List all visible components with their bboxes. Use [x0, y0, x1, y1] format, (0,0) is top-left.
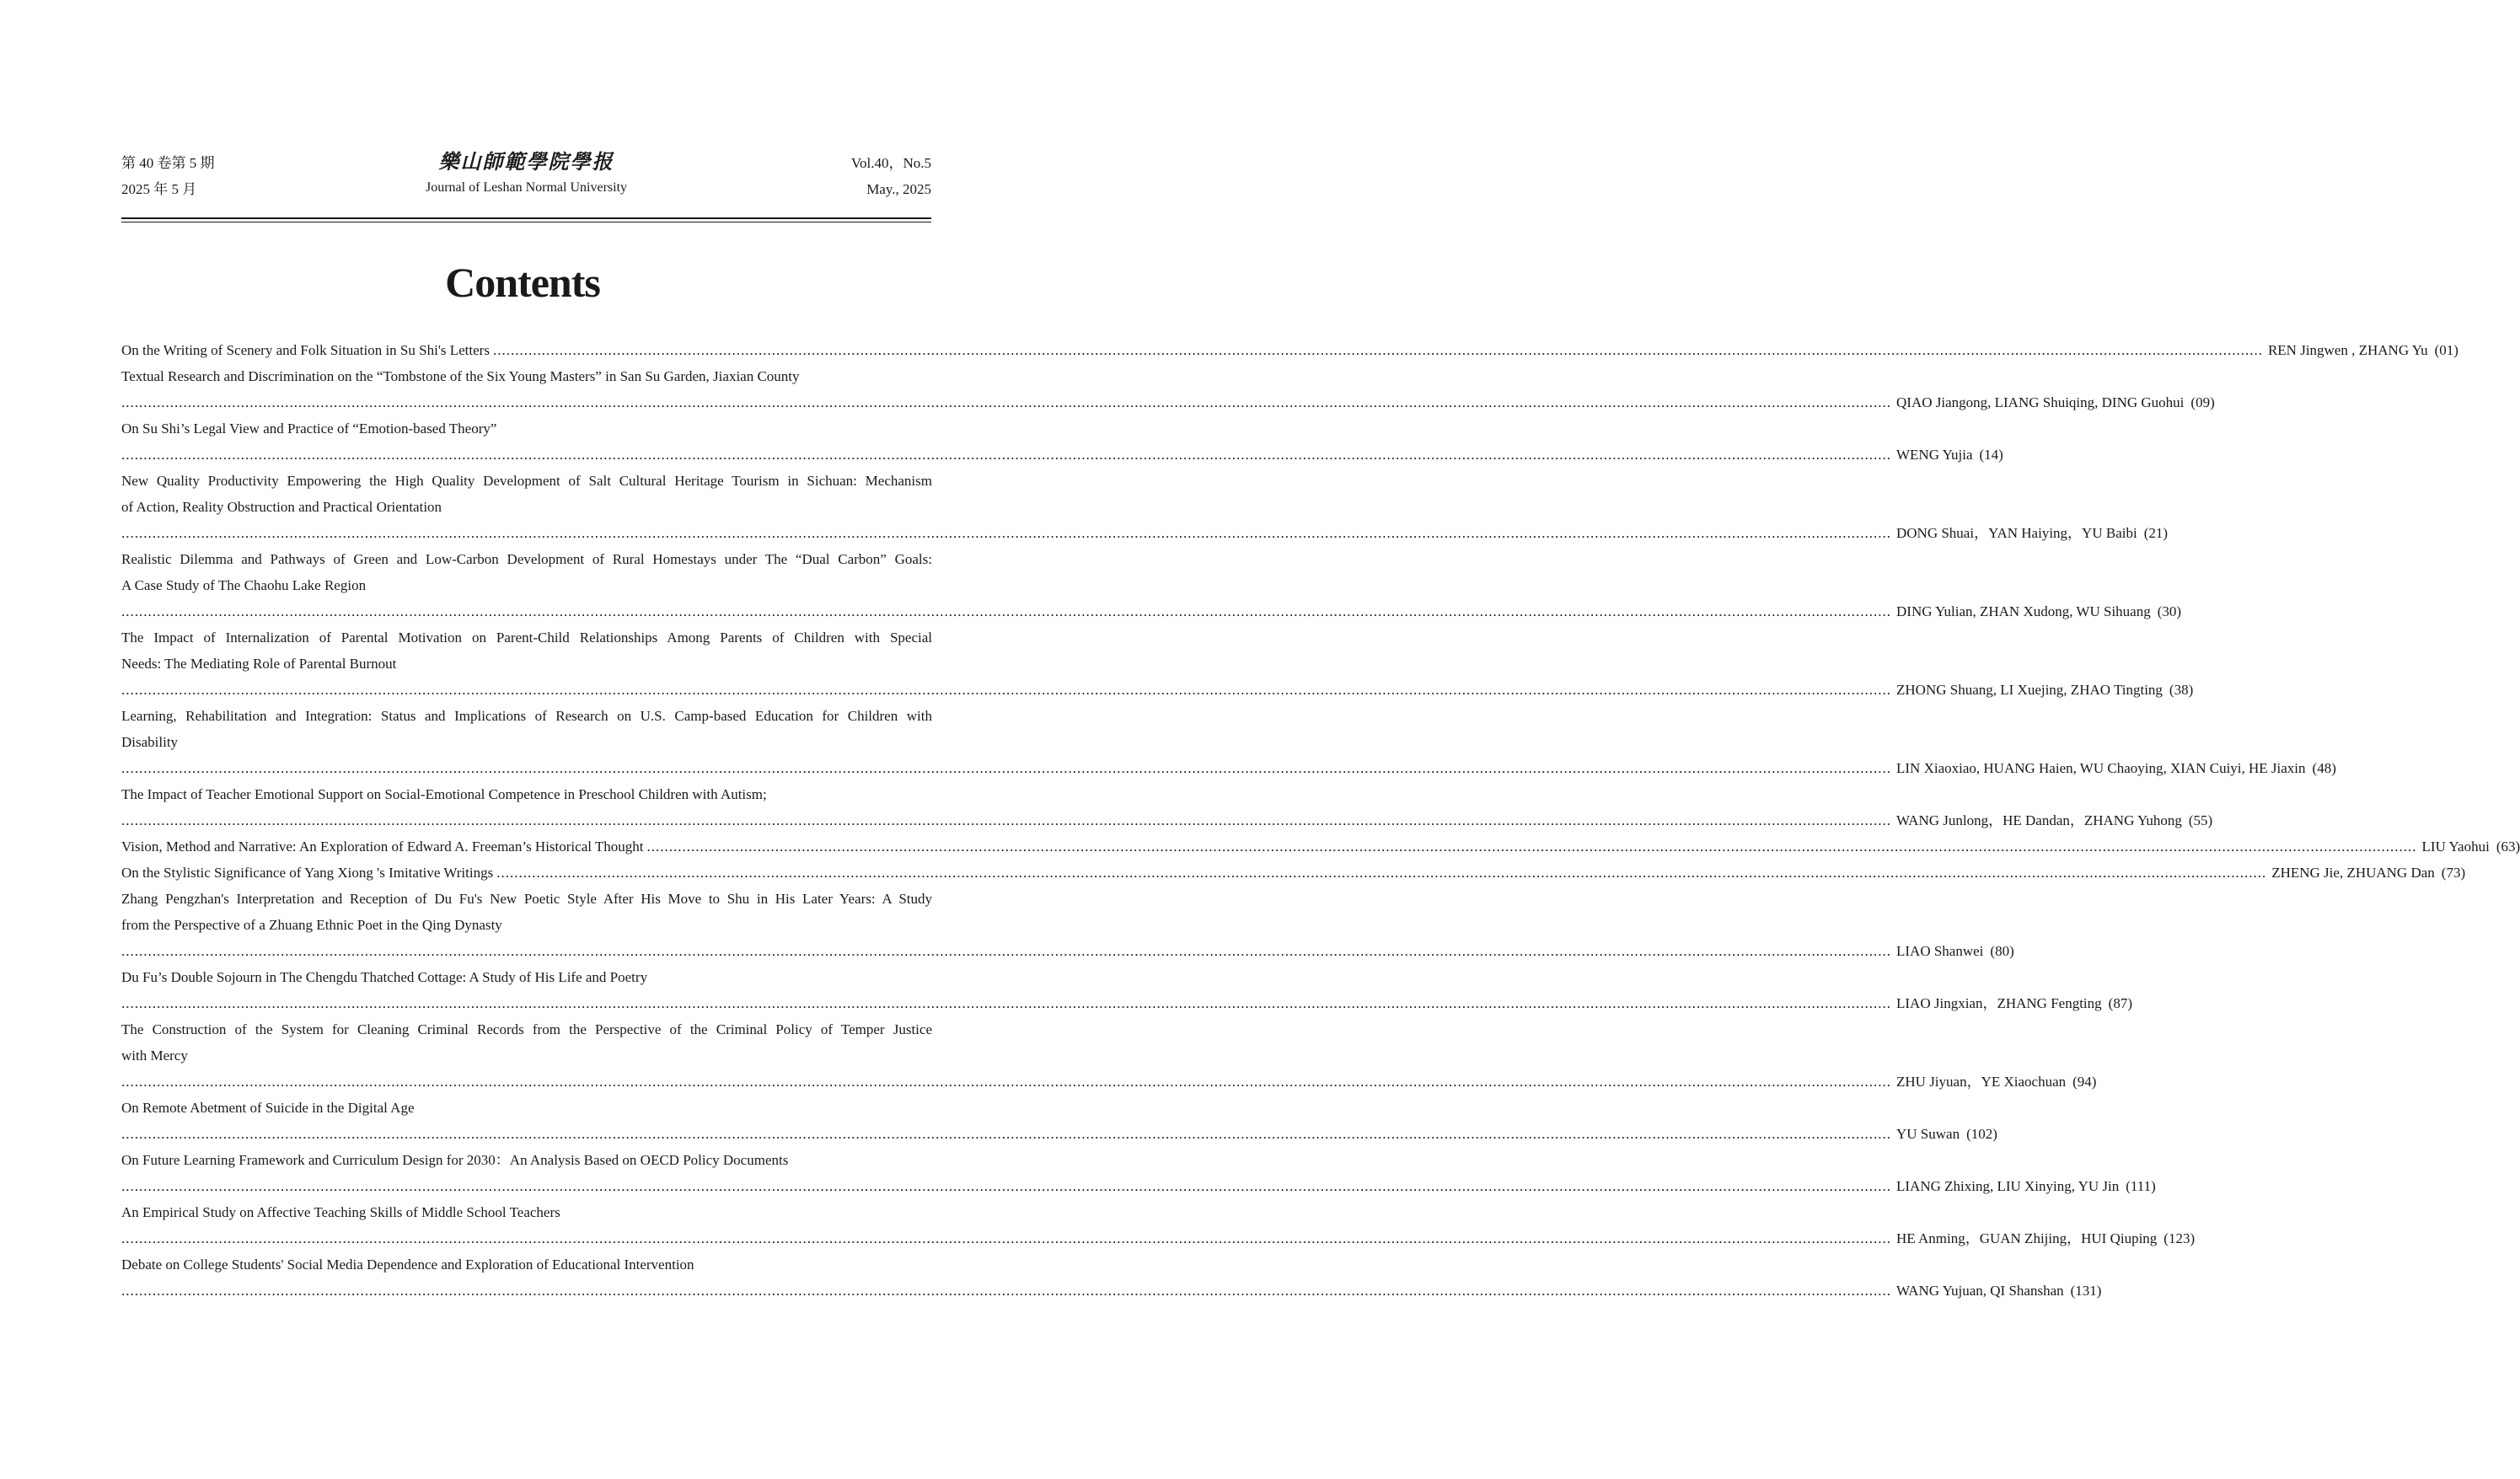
entry-title-line: Textual Research and Discrimination on the “Tombstone of the Six Young Masters” in San Su Garden, Jiaxian County — [121, 368, 800, 384]
entry-title-line: The Impact of Internalization of Parental Motivation on Parent-Child Relationships Among Parents of Children with Special — [121, 630, 932, 646]
entry-page: (14) — [1979, 447, 2003, 463]
leader-dots: ................................................................................................................................................................................................................................................................................................................................................................................................................ — [121, 812, 1891, 828]
date-line: 2025 年 5 月 — [121, 181, 197, 197]
toc-entry — [121, 1016, 2097, 1095]
toc-entry — [121, 833, 2520, 860]
page-header — [121, 150, 931, 201]
leader-dots: ................................................................................................................................................................................................................................................................................................................................................................................................................ — [121, 682, 1891, 698]
toc-entry-row — [121, 990, 2132, 1016]
entry-authors: ZHU Jiyuan，YE Xiaochuan — [1896, 1074, 2067, 1090]
toc-entry-row — [121, 442, 2003, 468]
entry-title-line: An Empirical Study on Affective Teaching Skills of Middle School Teachers — [121, 1204, 560, 1220]
entry-page: (102) — [1966, 1126, 1997, 1142]
entry-title-line: On Su Shi’s Legal View and Practice of “Emotion-based Theory” — [121, 421, 497, 437]
entry-page: (80) — [1990, 943, 2014, 959]
leader-dots: ................................................................................................................................................................................................................................................................................................................................................................................................................ — [121, 525, 1891, 541]
leader-dots: ................................................................................................................................................................................................................................................................................................................................................................................................................ — [121, 1230, 1891, 1246]
entry-title-line: The Impact of Teacher Emotional Support on Social-Emotional Competence in Preschool Children with Autism; — [121, 786, 767, 802]
entry-authors: ZHENG Jie, ZHUANG Dan — [2271, 865, 2435, 881]
toc-entry — [121, 1199, 2196, 1251]
entry-authors: WANG Yujuan, QI Shanshan — [1896, 1283, 2064, 1299]
entry-page: (09) — [2190, 394, 2215, 410]
entry-authors: HE Anming，GUAN Zhijing，HUI Qiuping — [1896, 1230, 2158, 1246]
toc-entry — [121, 860, 2466, 886]
entry-authors: LIU Yaohui — [2421, 839, 2490, 855]
entry-title-line: Realistic Dilemma and Pathways of Green and Low-Carbon Development of Rural Homestays under The “Dual Carbon” Goals: — [121, 551, 932, 567]
leader-dots: ................................................................................................................................................................................................................................................................................................................................................................................................................ — [121, 1283, 1891, 1299]
toc-entry-row — [121, 938, 2014, 964]
toc-entry — [121, 886, 2014, 964]
toc-entry-row — [121, 1069, 2097, 1095]
journal-name-en: Journal of Leshan Normal University — [425, 180, 628, 195]
page-title: Contents — [445, 259, 600, 306]
entry-page: (21) — [2143, 525, 2169, 541]
entry-page: (01) — [2434, 342, 2458, 358]
entry-authors: QIAO Jiangong, LIANG Shuiqing, DING Guohui — [1896, 394, 2185, 410]
header-rule-thick — [121, 217, 931, 219]
toc-entry — [121, 703, 2336, 781]
entry-authors: WENG Yujia — [1896, 447, 1973, 463]
volume-issue-line-en: Vol.40，No.5 — [850, 155, 931, 171]
entry-authors: DING Yulian, ZHAN Xudong, WU Sihuang — [1896, 603, 2151, 619]
entry-authors: WANG Junlong，HE Dandan，ZHANG Yuhong — [1896, 812, 2182, 828]
volume-issue-en — [851, 150, 931, 202]
toc-entry — [121, 1251, 2102, 1304]
leader-dots: ................................................................................................................................................................................................................................................................................................................................................................................................................ — [121, 1126, 1891, 1142]
toc-entry-row — [121, 1121, 1997, 1147]
toc-entry — [121, 415, 2003, 468]
toc-entry-row — [121, 860, 2466, 886]
toc-entry — [121, 1095, 1997, 1147]
entry-page: (87) — [2108, 995, 2132, 1011]
entry-title-line: with Mercy — [121, 1048, 188, 1064]
entry-title: Vision, Method and Narrative: An Exploration of Edward A. Freeman’s Historical Thought — [121, 839, 644, 855]
entry-title-line: Du Fu’s Double Sojourn in The Chengdu Thatched Cottage: A Study of His Life and Poetry — [121, 969, 648, 985]
entry-page: (48) — [2312, 760, 2336, 776]
leader-dots: ................................................................................................................................................................................................................................................................................................................................................................................................................ — [121, 760, 1891, 776]
volume-issue-line: 第 40 卷第 5 期 — [121, 155, 215, 171]
entry-page: (131) — [2070, 1283, 2102, 1299]
entry-title: On the Writing of Scenery and Folk Situation in Su Shi's Letters — [121, 342, 490, 358]
leader-dots: ................................................................................................................................................................................................................................................................................................................................................................................................................ — [121, 995, 1891, 1011]
leader-dots: ................................................................................................................................................................................................................................................................................................................................................................................................................ — [121, 1178, 1891, 1194]
entry-page: (30) — [2157, 603, 2182, 619]
entry-title-line: Debate on College Students' Social Media Dependence and Exploration of Educational Intervention — [121, 1257, 694, 1273]
toc-entry — [121, 1147, 2156, 1199]
entry-title-line: Learning, Rehabilitation and Integration: Status and Implications of Research on U.S. Camp-based Education for Children with — [121, 708, 932, 724]
entry-title: On the Stylistic Significance of Yang Xiong 's Imitative Writings — [121, 865, 494, 881]
entry-page: (111) — [2126, 1178, 2156, 1194]
toc-entry — [121, 781, 2213, 833]
entry-title-line: of Action, Reality Obstruction and Practical Orientation — [121, 499, 442, 515]
entry-title-line: Needs: The Mediating Role of Parental Burnout — [121, 656, 397, 672]
entry-authors: LIANG Zhixing, LIU Xinying, YU Jin — [1896, 1178, 2120, 1194]
entry-authors: DONG Shuai，YAN Haiying，YU Baibi — [1896, 525, 2137, 541]
entry-page: (94) — [2072, 1074, 2097, 1090]
leader-dots: ................................................................................................................................................................................................................................................................................................................................................................................................................ — [121, 943, 1891, 959]
toc-entry-row — [121, 1173, 2156, 1199]
entry-page: (63) — [2496, 839, 2520, 855]
entry-title-line: On Future Learning Framework and Curriculum Design for 2030：An Analysis Based on OECD Policy Documents — [121, 1152, 789, 1168]
date-line-en: May., 2025 — [866, 181, 931, 197]
toc-entry — [121, 624, 2194, 703]
entry-authors: LIAO Jingxian，ZHANG Fengting — [1896, 995, 2102, 1011]
leader-dots: ................................................................................................................................................................................................................................................................................................................................................................................................................ — [646, 839, 2417, 855]
toc-entry-row — [121, 1278, 2102, 1304]
entry-title-line: from the Perspective of a Zhuang Ethnic Poet in the Qing Dynasty — [121, 917, 502, 933]
entry-page: (73) — [2441, 865, 2466, 881]
entry-authors: YU Suwan — [1896, 1126, 1960, 1142]
entry-authors: ZHONG Shuang, LI Xuejing, ZHAO Tingting — [1896, 682, 2163, 698]
toc-entry — [121, 546, 2182, 624]
toc-entry-row — [121, 807, 2213, 833]
entry-title-line: New Quality Productivity Empowering the High Quality Development of Salt Cultural Heritage Tourism in Sichuan: Mechanism — [121, 473, 932, 489]
entry-title-line: On Remote Abetment of Suicide in the Digital Age — [121, 1100, 415, 1116]
entry-page: (55) — [2188, 812, 2213, 828]
journal-masthead — [121, 150, 931, 200]
entry-page: (123) — [2163, 1230, 2196, 1246]
toc-entry — [121, 337, 2458, 363]
table-of-contents — [121, 337, 2520, 1304]
leader-dots: ................................................................................................................................................................................................................................................................................................................................................................................................................ — [121, 1074, 1891, 1090]
leader-dots: ................................................................................................................................................................................................................................................................................................................................................................................................................ — [121, 394, 1891, 410]
leader-dots: ................................................................................................................................................................................................................................................................................................................................................................................................................ — [121, 447, 1891, 463]
leader-dots: ................................................................................................................................................................................................................................................................................................................................................................................................................ — [492, 342, 2263, 358]
toc-entry-row — [121, 677, 2194, 703]
entry-authors: LIAO Shanwei — [1896, 943, 1984, 959]
toc-entry-row — [121, 337, 2458, 363]
entry-title-line: The Construction of the System for Cleaning Criminal Records from the Perspective of the Criminal Policy of Temper Justice — [121, 1021, 932, 1037]
toc-entry-row — [121, 1225, 2196, 1251]
entry-title-line: Disability — [121, 734, 179, 750]
leader-dots: ................................................................................................................................................................................................................................................................................................................................................................................................................ — [496, 865, 2267, 881]
toc-entry-row — [121, 833, 2520, 860]
entry-authors: REN Jingwen , ZHANG Yu — [2267, 342, 2428, 358]
entry-page: (38) — [2169, 682, 2194, 698]
leader-dots: ................................................................................................................................................................................................................................................................................................................................................................................................................ — [121, 603, 1891, 619]
toc-entry-row — [121, 598, 2182, 624]
entry-authors: LIN Xiaoxiao, HUANG Haien, WU Chaoying, XIAN Cuiyi, HE Jiaxin — [1896, 760, 2306, 776]
toc-entry — [121, 964, 2132, 1016]
entry-title-line: A Case Study of The Chaohu Lake Region — [121, 577, 367, 593]
journal-name-cn: 樂山師範學院學报 — [438, 152, 614, 174]
toc-entry — [121, 468, 2169, 546]
toc-entry-row — [121, 520, 2169, 546]
toc-entry-row — [121, 755, 2336, 781]
entry-title-line: Zhang Pengzhan's Interpretation and Reception of Du Fu's New Poetic Style After His Move to Shu in His Later Years: A Study — [121, 891, 932, 907]
toc-entry-row — [121, 389, 2215, 415]
toc-entry — [121, 363, 2215, 415]
